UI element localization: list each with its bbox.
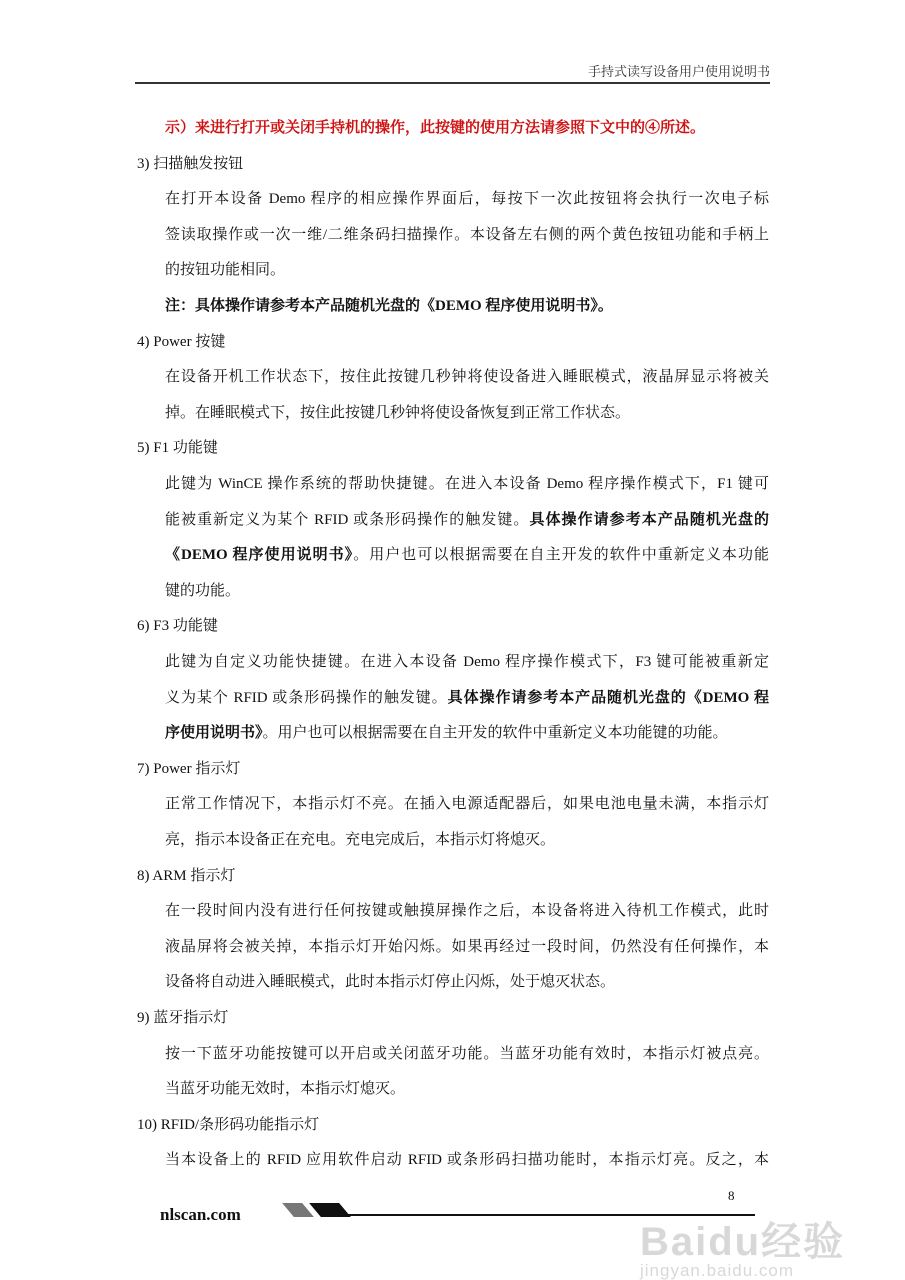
section-heading [137,154,243,174]
text-run: 。用户也可以根据需要在自主开发的软件中重新定义本功能 [353,547,769,564]
text-run: 9) 蓝牙指示灯 [137,1010,229,1026]
watermark [640,1222,845,1280]
text-run: 。用户也可以根据需要在自主开发的软件中重新定义本功能键的功能。 [262,725,728,742]
text-run: 签读取操作或一次一维/二维条码扫描操作。本设备左右侧的两个黄色按钮功能和手柄上 [165,226,769,243]
text-run: 6) F3 功能键 [137,618,218,635]
body-line [165,723,728,743]
text-run: 具体操作请参考本产品随机光盘的 [529,511,769,528]
text-run: 当本设备上的 RFID 应用软件启动 RFID 或条形码扫描功能时，本指示灯亮。反之，本 [165,1152,769,1169]
text-run: 序使用说明书》 [165,725,263,742]
text-run: 当蓝牙功能无效时，本指示灯熄灭。 [165,1081,406,1098]
body-line [165,260,285,280]
text-run: 8) ARM 指示灯 [137,867,236,884]
body-line [165,688,769,708]
body-line [165,972,615,992]
body-line [165,545,769,565]
text-run: 在打开本设备 Demo 程序的相应操作界面后，每按下一次此按钮将会执行一次电子标 [165,191,769,208]
body-line [165,581,240,601]
footer-stripe-gray [282,1203,314,1217]
text-run: 10) RFID/条形码功能指示灯 [137,1116,320,1133]
text-run: 的按钮功能相同。 [165,262,286,279]
text-run: 具体操作请参考本产品随机光盘的《DEMO 程 [447,689,769,706]
body-line [165,652,769,672]
section-heading [137,332,225,352]
body-line [165,937,769,957]
text-run: 7) Power 指示灯 [137,760,241,777]
section-heading [137,616,218,636]
section-heading [137,1115,319,1135]
body-line [165,474,769,494]
footer-rule [345,1214,755,1216]
text-run: 在一段时间内没有进行任何按键或触摸屏操作之后，本设备将进入待机工作模式，此时 [165,903,769,920]
body-line [165,1150,769,1170]
body-line [165,118,705,138]
text-run: 义为某个 RFID 或条形码操作的触发键。 [165,689,448,706]
body-line [165,403,630,423]
body-line [165,901,769,921]
body-line [165,189,769,209]
text-run: 正常工作情况下，本指示灯不亮。在插入电源适配器后，如果电池电量未满，本指示灯 [165,796,769,813]
section-heading [137,759,240,779]
body-line [165,225,769,245]
body-line [165,794,769,814]
text-run: 5) F1 功能键 [137,440,218,457]
footer-site: nlscan.com [160,1205,241,1224]
text-run: 掉。在睡眠模式下，按住此按键几秒钟将使设备恢复到正常工作状态。 [165,404,631,421]
body-line [165,510,769,530]
body-line [165,1044,769,1064]
watermark-url: jingyan.baidu.com [640,1261,795,1280]
body-line [165,1079,405,1099]
header-rule [135,82,770,84]
text-run: 液晶屏将会被关掉，本指示灯开始闪烁。如果再经过一段时间，仍然没有任何操作，本 [165,938,769,955]
running-header: 手持式读写设备用户使用说明书 [587,64,770,79]
text-run: 设备将自动进入睡眠模式，此时本指示灯停止闪烁，处于熄灭状态。 [165,974,616,991]
text-run: 示）来进行打开或关闭手持机的操作，此按键的使用方法请参照下文中的④所述。 [165,120,706,136]
text-run: 能被重新定义为某个 RFID 或条形码操作的触发键。 [165,511,530,528]
text-run: 此键为 WinCE 操作系统的帮助快捷键。在进入本设备 Demo 程序操作模式下，F1 键可 [165,476,769,492]
text-run: 《DEMO 程序使用说明书》 [165,547,354,564]
text-run: 按一下蓝牙功能按键可以开启或关闭蓝牙功能。当蓝牙功能有效时，本指示灯被点亮。 [165,1045,769,1062]
text-run: 此键为自定义功能快捷键。在进入本设备 Demo 程序操作模式下，F3 键可能被重新定 [165,654,769,670]
watermark-brand: Baidu经验 [640,1220,846,1264]
body-line [165,296,613,316]
section-heading [137,438,218,458]
text-run: 亮，指示本设备正在充电。充电完成后，本指示灯将熄灭。 [165,832,556,848]
text-run: 在设备开机工作状态下，按住此按键几秒钟将使设备进入睡眠模式，液晶屏显示将被关 [165,369,769,386]
text-run: 键的功能。 [165,582,241,599]
text-run: 4) Power 按键 [137,333,226,350]
page-number: 8 [728,1188,735,1203]
text-run: 注：具体操作请参考本产品随机光盘的《DEMO 程序使用说明书》。 [165,298,613,314]
section-heading [137,1008,228,1028]
text-run: 3) 扫描触发按钮 [137,155,244,172]
body-line [165,830,555,850]
body-line [165,367,769,387]
section-heading [137,866,235,886]
